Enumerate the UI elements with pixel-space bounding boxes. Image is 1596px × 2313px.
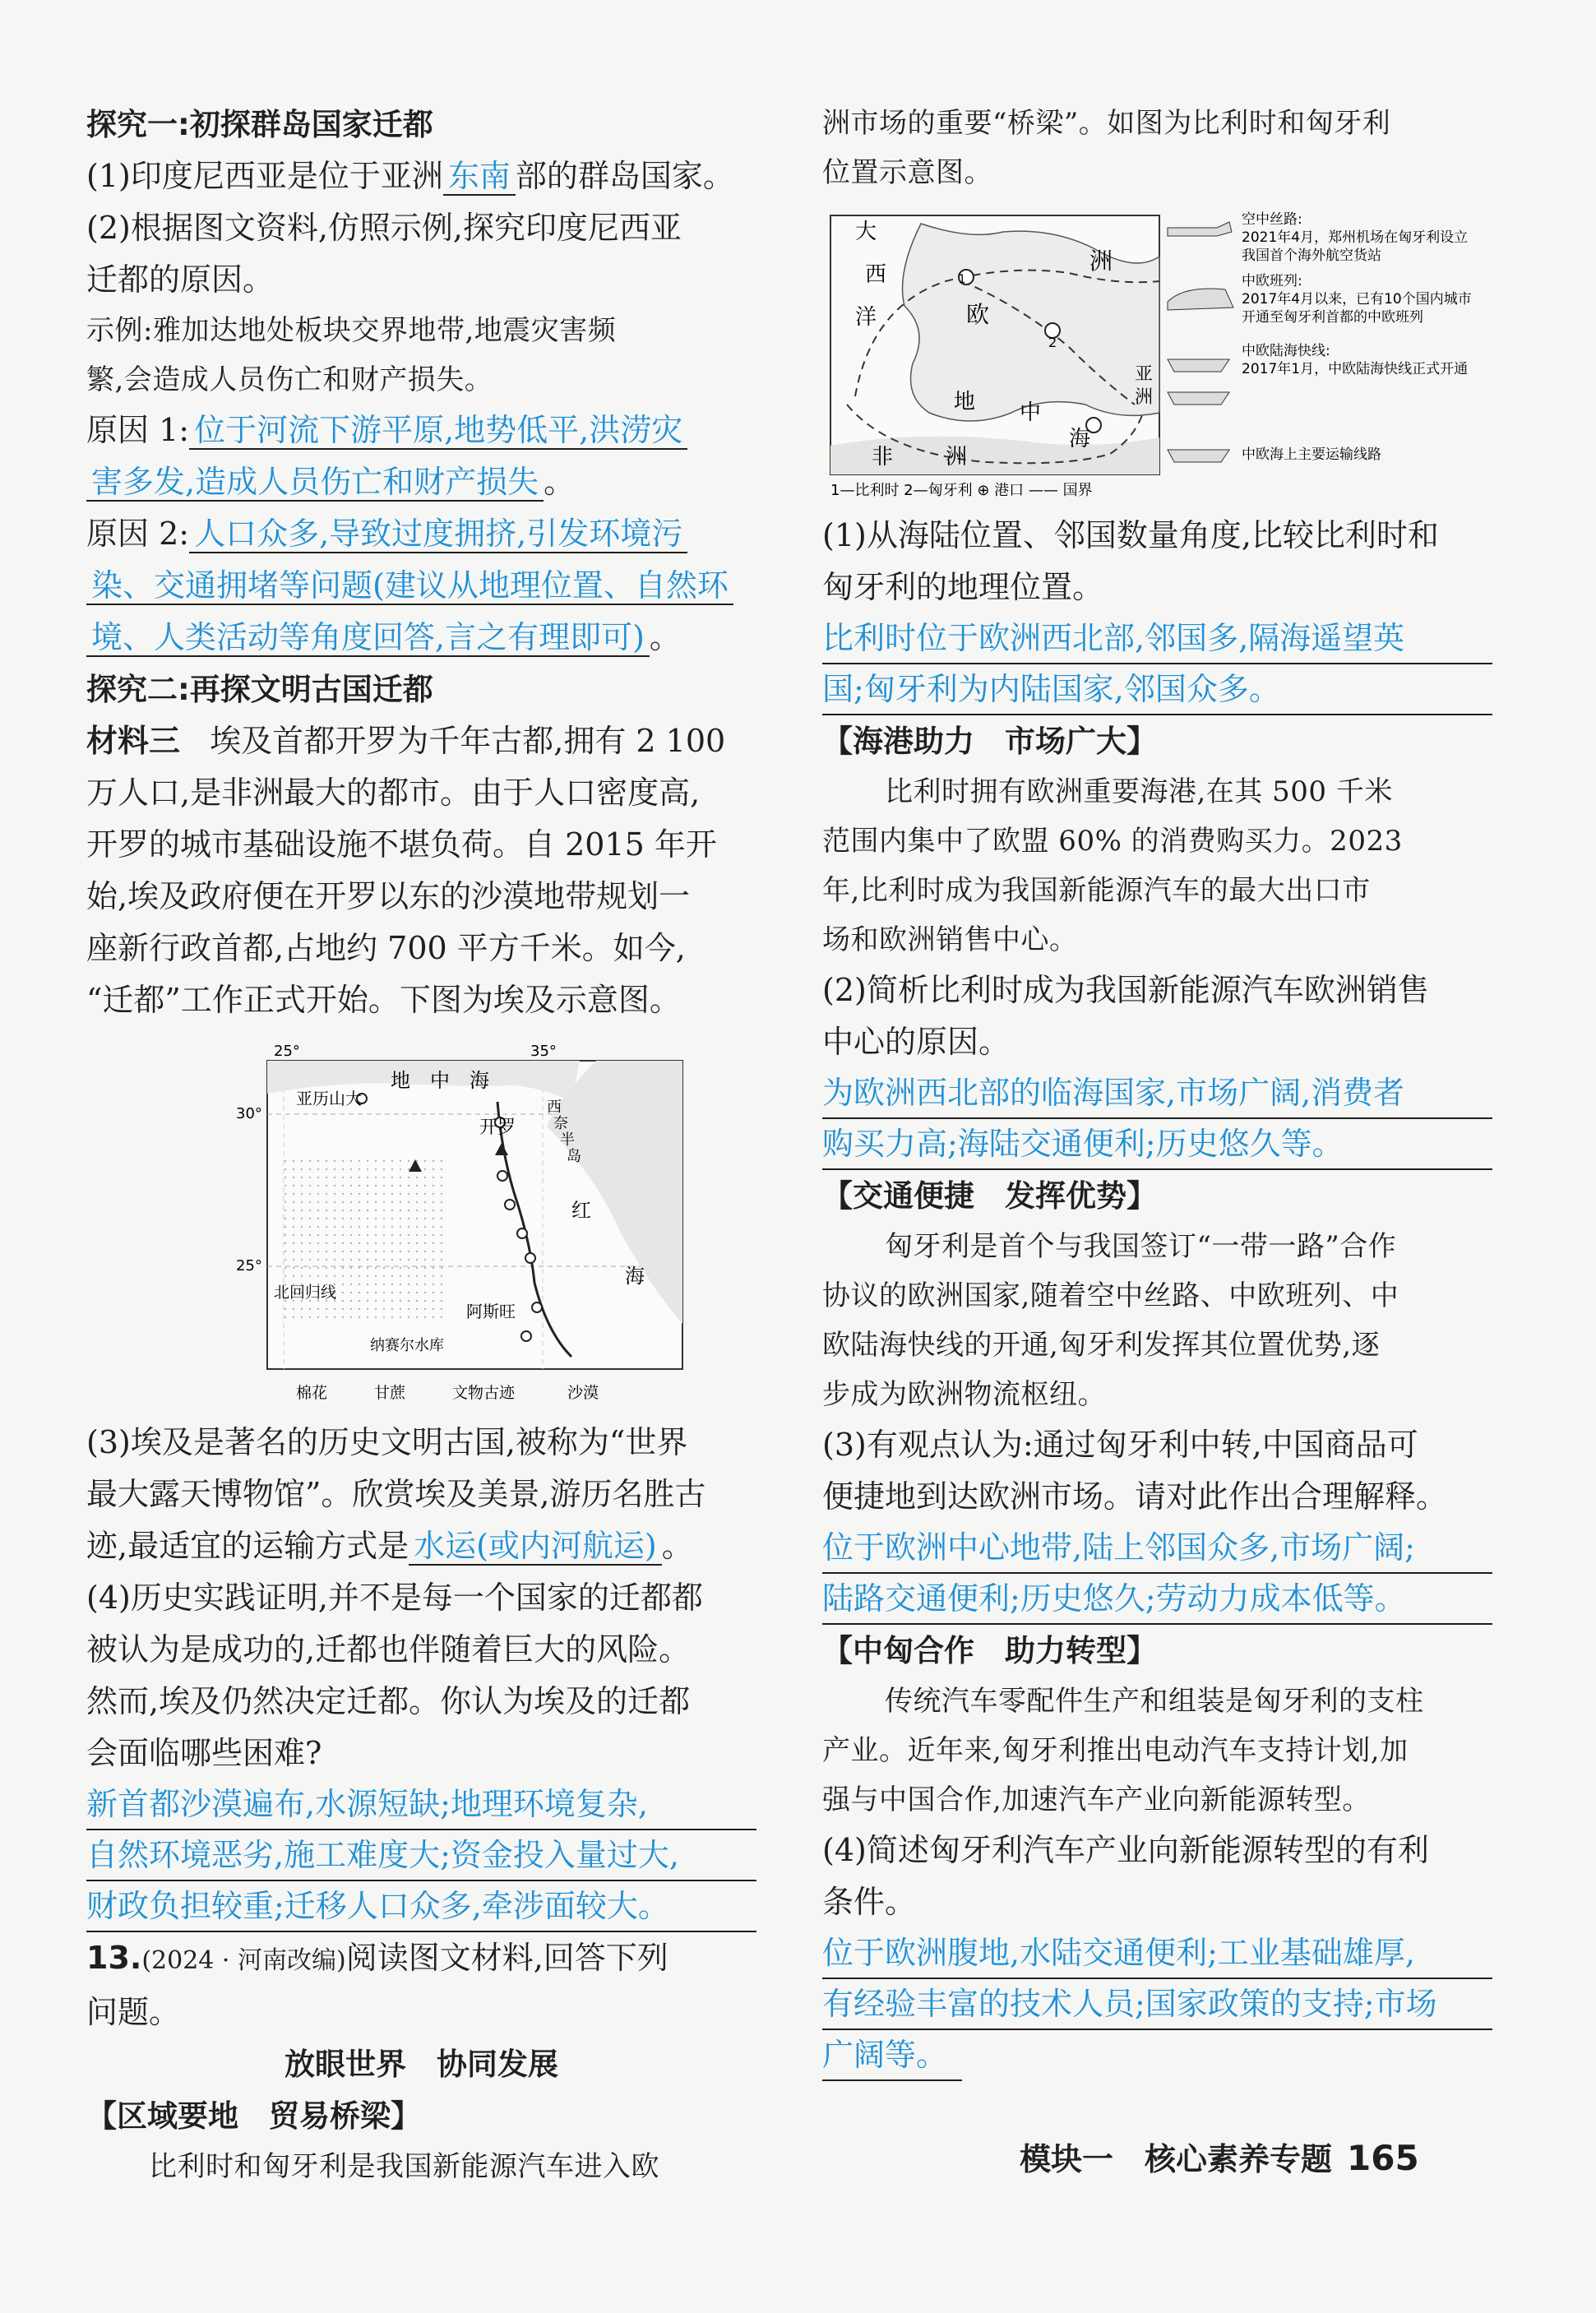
intro-line-2: 位置示意图。 [822,156,992,189]
svg-text:1: 1 [958,273,966,286]
svg-text:2021年4月，郑州机场在匈牙利设立: 2021年4月，郑州机场在匈牙利设立 [1242,229,1469,246]
intro-line-1: 洲市场的重要“桥梁”。如图为比利时和匈牙利 [822,107,1391,140]
reason-1-line-2: 害多发,造成人员伤亡和财产损失 。 [86,456,756,508]
page-number: 165 [1347,2138,1419,2178]
r-question-3-line-1: (3)有观点认为:通过匈牙利中转,中国商品可 [822,1427,1418,1463]
r-answer-4-lines: 位于欧洲腹地,水陆交通便利;工业基础雄厚, 有经验丰富的技术人员;国家政策的支持;市场 广阔等。 [822,1928,1492,2081]
ship-route-icon [1168,450,1229,462]
map-aswan-label: 阿斯旺 [466,1302,516,1321]
legend-cane: 甘蔗 [374,1384,406,1402]
svg-text:海: 海 [1069,427,1091,451]
p2-line-4: 场和欧洲销售中心。 [822,923,1078,956]
p3-line-1: 匈牙利是首个与我国签订“一带一路”合作 [885,1230,1397,1263]
svg-text:2017年4月以来，已有10个国内城市: 2017年4月以来，已有10个国内城市 [1242,291,1472,308]
legend-desert: 沙漠 [567,1384,599,1402]
svg-text:红: 红 [571,1199,591,1222]
legend-relic: 文物古迹 [452,1384,516,1402]
svg-text:亚: 亚 [1135,364,1154,385]
right-column [822,99,1492,2081]
map-nasser-label: 纳赛尔水库 [370,1337,444,1354]
svg-text:我国首个海外航空货站: 我国首个海外航空货站 [1242,247,1381,264]
r-answer-2-lines: 为欧洲西北部的临海国家,市场广阔,消费者 购买力高;海陆交通便利;历史悠久等。 [822,1068,1492,1170]
svg-text:西: 西 [547,1099,562,1116]
europe-map-legend: 1—比利时 2—匈牙利 ⊕ 港口 —— 国界 [830,482,1093,499]
svg-text:半: 半 [560,1131,575,1149]
train-icon [1168,289,1233,310]
svg-text:空中丝路:: 空中丝路: [1242,211,1302,228]
svg-text:大: 大 [855,220,877,244]
svg-text:地: 地 [954,390,976,414]
question-2-line-2: 迁都的原因。 [86,261,275,298]
question-1: (1)印度尼西亚是位于亚洲 东南 部的群岛国家。 [86,158,734,194]
p2-line-2: 范围内集中了欧盟 60% 的消费购买力。2023 [822,825,1403,858]
p3-line-3: 欧陆海快线的开通,匈牙利发挥其位置优势,逐 [822,1329,1381,1362]
material-3-line-5: 座新行政首都,占地约 700 平方千米。如今, [86,930,686,966]
example-line-1: 示例:雅加达地处板块交界地带,地震灾害频 [86,314,617,347]
p4-line-2: 产业。近年来,匈牙利推出电动汽车支持计划,加 [822,1734,1409,1767]
reason-2-line-1: 原因 2: 人口众多,导致过度拥挤,引发环境污 [86,508,756,560]
answer-1: 东南 [443,158,516,196]
svg-text:25°: 25° [236,1257,262,1274]
r-question-1-line-1: (1)从海陆位置、邻国数量角度,比较比利时和 [822,517,1439,553]
svg-text:洲: 洲 [1135,387,1154,408]
material-3-line-2: 万人口,是非洲最大的都市。由于人口密度高, [86,775,701,811]
svg-text:欧: 欧 [966,301,990,328]
r-question-3-line-2: 便捷地到达欧洲市场。请对此作出合理解释。 [822,1478,1448,1515]
section-heading-3: 【交通便捷 发挥优势】 [822,1178,1157,1214]
svg-text:25°: 25° [274,1043,300,1060]
question-3-line-3: 迹,最适宜的运输方式是 水运(或内河航运) 。 [86,1528,693,1564]
section-1-line-1: 比利时和匈牙利是我国新能源汽车进入欧 [149,2150,659,2183]
egypt-map [86,1036,756,1410]
r-question-4-line-2: 条件。 [822,1884,917,1920]
svg-text:洲: 洲 [1089,247,1113,275]
svg-text:非: 非 [872,445,894,470]
subsection-title: 放眼世界 协同发展 [285,2047,558,2082]
svg-text:岛: 岛 [567,1148,581,1165]
europe-map [822,207,1492,503]
section-heading-4: 【中匈合作 助力转型】 [822,1633,1157,1668]
question-4-line-4: 会面临哪些困难? [86,1735,322,1771]
question-4-line-1: (4)历史实践证明,并不是每一个国家的迁都都 [86,1580,703,1616]
reason-2-line-2: 染、交通拥堵等问题(建议从地理位置、自然环 [86,560,756,612]
material-3-line-3: 开罗的城市基础设施不堪负荷。自 2015 年开 [86,826,717,863]
question-3-line-1: (3)埃及是著名的历史文明古国,被称为“世界 [86,1424,688,1460]
svg-text:中: 中 [1020,400,1042,425]
question-2-line-1: (2)根据图文资料,仿照示例,探究印度尼西亚 [86,210,682,246]
module-label: 模块一 核心素养专题 [1020,2141,1333,2177]
map-cairo-label: 开罗 [479,1117,516,1138]
question-3-line-2: 最大露天博物馆”。欣赏埃及美景,游历名胜古 [86,1476,706,1512]
map-alexandria-label: 亚历山大 [296,1089,362,1108]
p2-line-3: 年,比利时成为我国新能源汽车的最大出口市 [822,874,1371,907]
svg-text:开通至匈牙利首都的中欧班列: 开通至匈牙利首都的中欧班列 [1242,309,1423,326]
svg-text:35°: 35° [530,1043,557,1060]
r-question-2-line-1: (2)简析比利时成为我国新能源汽车欧洲销售 [822,972,1429,1008]
answer-4-lines: 新首都沙漠遍布,水源短缺;地理环境复杂, 自然环境恶劣,施工难度大;资金投入量过大, 财政负担较重;迁移人口众多,牵涉面较大。 [86,1779,756,1932]
material-3-line-4: 始,埃及政府便在开罗以东的沙漠地带规划一 [86,878,691,914]
section-title-2: 探究二:再探文明古国迁都 [86,672,433,707]
p4-line-3: 强与中国合作,加速汽车产业向新能源转型。 [822,1783,1371,1816]
section-title-1: 探究一:初探群岛国家迁都 [86,107,433,142]
section-heading-2: 【海港助力 市场广大】 [822,724,1157,759]
ship-icon [1168,359,1229,405]
svg-text:洋: 洋 [855,305,877,330]
r-answer-3-lines: 位于欧洲中心地带,陆上邻国众多,市场广阔; 陆路交通便利;历史悠久;劳动力成本低等。 [822,1523,1492,1625]
question-13-line-2: 问题。 [86,1994,181,2030]
example-line-2: 繁,会造成人员伤亡和财产损失。 [86,363,493,396]
reason-2-line-3: 境、人类活动等角度回答,言之有理即可) 。 [86,612,756,664]
svg-text:30°: 30° [236,1105,262,1122]
legend-cotton: 棉花 [296,1384,328,1402]
plane-icon [1168,222,1232,236]
svg-text:中欧班列:: 中欧班列: [1242,273,1302,289]
question-13-line-1: 13.(2024 · 河南改编)阅读图文材料,回答下列 [86,1940,668,1976]
svg-text:洲: 洲 [946,445,968,470]
r-question-4-line-1: (4)简述匈牙利汽车产业向新能源转型的有利 [822,1832,1429,1868]
question-4-line-3: 然而,埃及仍然决定迁都。你认为埃及的迁都 [86,1683,691,1719]
svg-text:海: 海 [625,1265,645,1288]
left-column [86,99,756,2191]
p2-line-1: 比利时拥有欧洲重要海港,在其 500 千米 [885,775,1393,808]
map-tropic-label: 北回归线 [274,1284,337,1302]
page-footer [1020,2134,1419,2179]
reason-1-line-1: 原因 1: 位于河流下游平原,地势低平,洪涝灾 [86,405,756,456]
material-3-line-6: “迁都”工作正式开始。下图为埃及示意图。 [86,982,681,1018]
svg-text:中欧海上主要运输线路: 中欧海上主要运输线路 [1242,446,1381,463]
r-question-2-line-2: 中心的原因。 [822,1024,1011,1060]
question-4-line-2: 被认为是成功的,迁都也伴随着巨大的风险。 [86,1631,691,1668]
material-3-line-1: 材料三 埃及首都开罗为千年古都,拥有 2 100 [86,723,726,759]
svg-text:2017年1月，中欧陆海快线正式开通: 2017年1月，中欧陆海快线正式开通 [1242,361,1469,377]
svg-text:奈: 奈 [553,1115,568,1132]
p3-line-4: 步成为欧洲物流枢纽。 [822,1378,1106,1411]
svg-text:西: 西 [865,262,887,287]
r-question-1-line-2: 匈牙利的地理位置。 [822,569,1104,605]
section-heading-1: 【区域要地 贸易桥梁】 [86,2098,421,2134]
p3-line-2: 协议的欧洲国家,随着空中丝路、中欧班列、中 [822,1279,1399,1312]
r-answer-1-lines: 比利时位于欧洲西北部,邻国多,隔海遥望英 国;匈牙利为内陆国家,邻国众多。 [822,613,1492,715]
p4-line-1: 传统汽车零配件生产和组装是匈牙利的支柱 [885,1685,1424,1718]
svg-text:中欧陆海快线:: 中欧陆海快线: [1242,343,1330,359]
map-mediterranean-label: 地 中 海 [391,1069,489,1092]
svg-text:2: 2 [1048,335,1057,350]
